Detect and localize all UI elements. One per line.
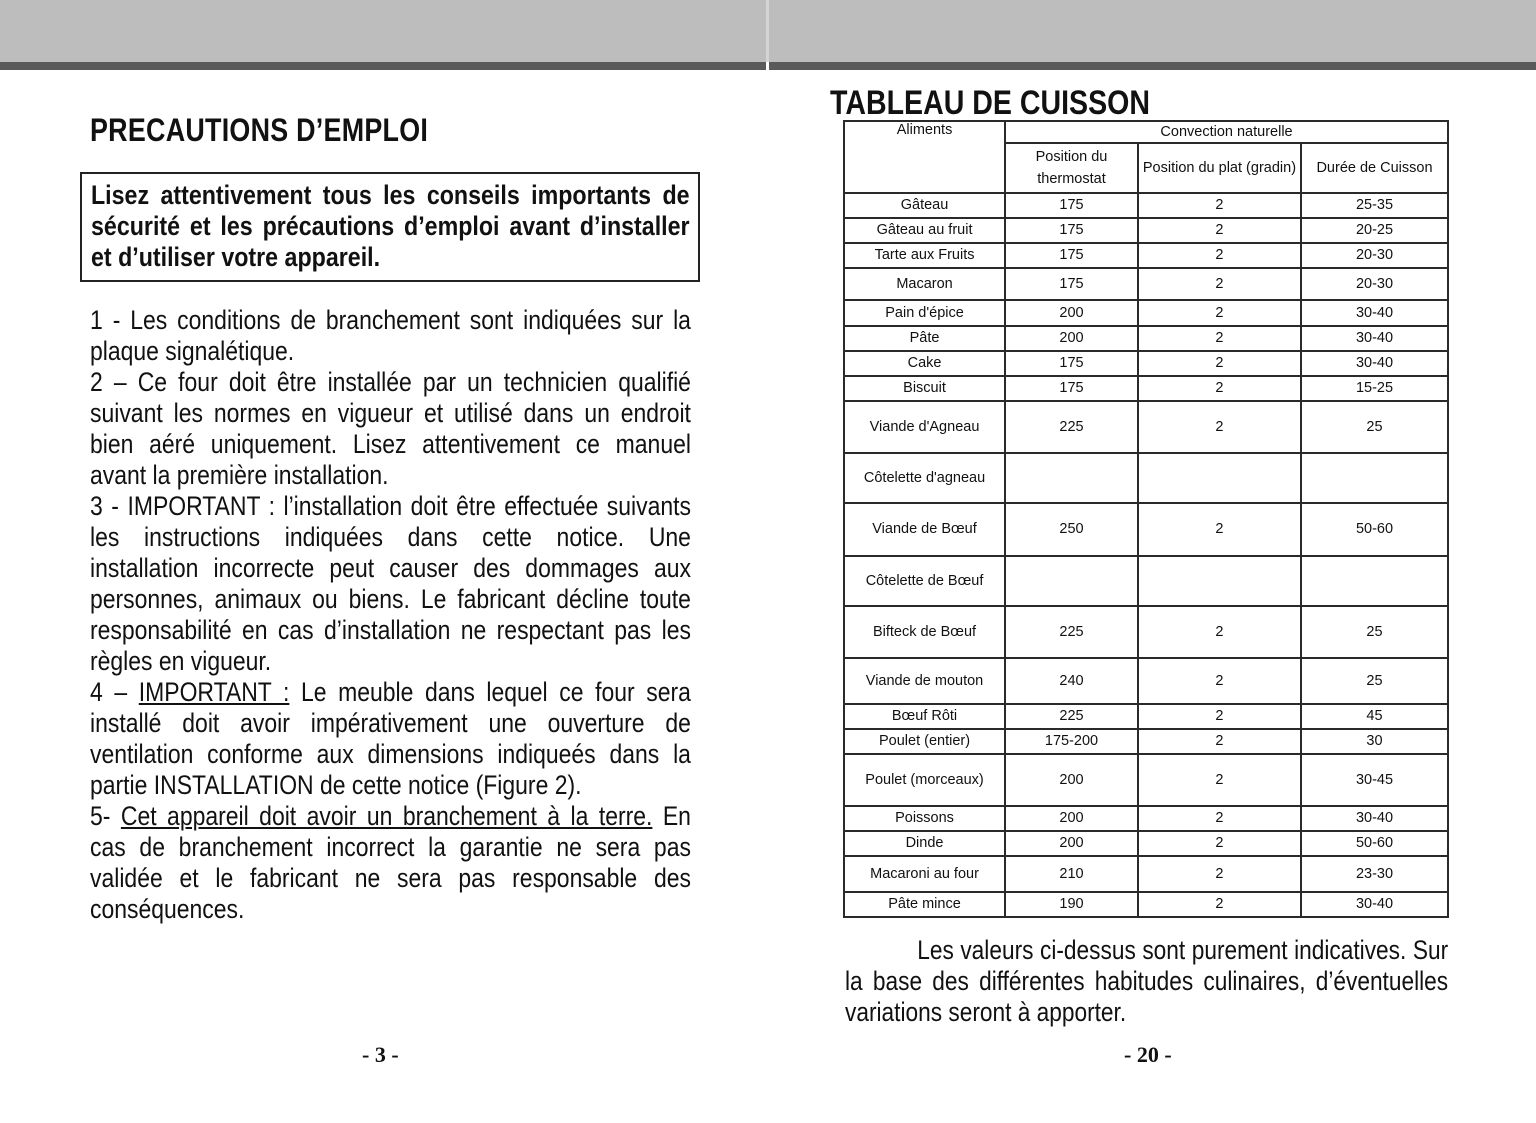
precaution-item-4-text: Le meuble dans lequel ce four sera installé doit avoir impérativement une ouverture de ventilation conforme aux dimensions indiqueés dans la partie INSTALLATION de cette notice (Figure 2). [90,677,691,800]
cell-rack-position: 2 [1138,892,1301,917]
precautions-list [90,305,691,925]
cell-thermostat: 175-200 [1005,729,1138,754]
cell-rack-position: 2 [1138,704,1301,729]
cell-food: Viande d'Agneau [844,401,1005,453]
cell-food: Poulet (entier) [844,729,1005,754]
cell-rack-position: 2 [1138,831,1301,856]
cell-rack-position: 2 [1138,606,1301,658]
cell-food: Pâte [844,326,1005,351]
table-row [844,193,1448,218]
cell-rack-position: 2 [1138,300,1301,326]
cell-thermostat: 225 [1005,704,1138,729]
table-row [844,351,1448,376]
table-row [844,806,1448,831]
cell-cooking-time: 45 [1301,704,1448,729]
table-note-text: Les valeurs ci-dessus sont purement indicatives. Sur la base des différentes habitudes culinaires, d’éventuelles variations seront à apporter. [845,935,1449,1027]
cell-thermostat: 200 [1005,754,1138,806]
cell-food: Poissons [844,806,1005,831]
cooking-table [843,120,1449,918]
cell-rack-position: 2 [1138,754,1301,806]
cell-food: Cake [844,351,1005,376]
table-row [844,556,1448,606]
cell-thermostat: 250 [1005,503,1138,556]
header-rule-left [0,62,766,70]
cell-thermostat: 190 [1005,892,1138,917]
cell-food: Biscuit [844,376,1005,401]
cell-rack-position [1138,556,1301,606]
table-row [844,754,1448,806]
cell-food: Gâteau [844,193,1005,218]
cell-thermostat: 200 [1005,806,1138,831]
cell-thermostat: 175 [1005,268,1138,300]
cell-food: Pâte mince [844,892,1005,917]
table-row [844,243,1448,268]
cell-cooking-time: 25 [1301,658,1448,704]
cell-cooking-time: 30-40 [1301,351,1448,376]
table-row [844,453,1448,503]
table-row [844,401,1448,453]
table-note [845,935,1448,1028]
cell-food: Pain d'épice [844,300,1005,326]
cell-food: Côtelette d'agneau [844,453,1005,503]
cell-cooking-time: 25 [1301,401,1448,453]
cell-food: Bœuf Rôti [844,704,1005,729]
cell-thermostat: 225 [1005,606,1138,658]
cell-cooking-time [1301,556,1448,606]
cell-thermostat [1005,556,1138,606]
table-row [844,729,1448,754]
cell-thermostat: 175 [1005,351,1138,376]
cell-cooking-time: 50-60 [1301,831,1448,856]
table-row [844,300,1448,326]
safety-warning-box [80,172,700,282]
table-row [844,268,1448,300]
table-row [844,856,1448,892]
cell-thermostat: 175 [1005,193,1138,218]
cell-rack-position: 2 [1138,729,1301,754]
table-row [844,376,1448,401]
table-row [844,326,1448,351]
left-page-title: PRECAUTIONS D’EMPLOI [90,112,429,148]
cell-food: Bifteck de Bœuf [844,606,1005,658]
cell-rack-position: 2 [1138,856,1301,892]
cooking-table-container [843,120,1449,918]
cell-rack-position: 2 [1138,401,1301,453]
table-row [844,503,1448,556]
table-row [844,658,1448,704]
cell-rack-position: 2 [1138,503,1301,556]
cell-food: Côtelette de Bœuf [844,556,1005,606]
cell-rack-position: 2 [1138,376,1301,401]
precaution-item-4-important: IMPORTANT : [138,677,290,707]
header-thermostat: Position du thermostat [1005,143,1138,193]
precaution-item-2: 2 – Ce four doit être installée par un technicien qualifié suivant les normes en vigueur et utilisé dans un endroit bien aéré uniquement. Lisez attentivement ce manuel avant la première installation. [90,367,691,490]
cell-food: Macaron [844,268,1005,300]
precaution-item-5-number: 5- [90,801,121,831]
cell-cooking-time: 30-45 [1301,754,1448,806]
cell-rack-position: 2 [1138,326,1301,351]
cell-food: Macaroni au four [844,856,1005,892]
cell-rack-position: 2 [1138,243,1301,268]
table-header-row [844,121,1448,143]
cell-rack-position: 2 [1138,658,1301,704]
header-natural-convection: Convection naturelle [1005,121,1448,143]
cell-thermostat: 200 [1005,326,1138,351]
cell-food: Poulet (morceaux) [844,754,1005,806]
precaution-item-3: 3 - IMPORTANT : l’installation doit être effectuée suivants les instructions indiquées dans cette notice. Une installation incorrecte peut causer des dommages aux personnes, animaux ou biens. Le fabricant décline toute responsabilité en cas d’installation ne respectant pas les règles en vigueur. [90,491,691,676]
table-row [844,831,1448,856]
table-row [844,606,1448,658]
cell-rack-position: 2 [1138,218,1301,243]
cell-food: Dinde [844,831,1005,856]
cell-cooking-time: 30-40 [1301,892,1448,917]
cell-rack-position: 2 [1138,351,1301,376]
cell-food: Gâteau au fruit [844,218,1005,243]
header-cooking-time: Durée de Cuisson [1301,143,1448,193]
cell-cooking-time: 30-40 [1301,806,1448,831]
cell-cooking-time: 20-25 [1301,218,1448,243]
cell-cooking-time: 50-60 [1301,503,1448,556]
safety-warning-text: Lisez attentivement tous les conseils importants de sécurité et les précautions d’emploi avant d’installer et d’utiliser votre appareil. [91,180,690,272]
left-page-number: - 3 - [362,1042,399,1067]
right-page-number: - 20 - [1124,1042,1172,1067]
cell-cooking-time: 30-40 [1301,326,1448,351]
cell-thermostat: 210 [1005,856,1138,892]
precaution-item-5 [90,801,691,925]
cell-cooking-time: 30-40 [1301,300,1448,326]
precaution-item-4-number: 4 – [90,677,139,707]
precaution-item-5-earthing: Cet appareil doit avoir un branchement à la terre. [120,801,653,831]
header-band-right [769,0,1536,62]
precaution-item-5-text: En cas de branchement incorrect la garantie ne sera pas validée et le fabricant ne sera pas responsable des conséquences. [90,801,691,924]
cell-cooking-time: 20-30 [1301,268,1448,300]
right-page-title: TABLEAU DE CUISSON [830,84,1151,122]
cell-thermostat: 175 [1005,218,1138,243]
cell-food: Tarte aux Fruits [844,243,1005,268]
cell-thermostat: 225 [1005,401,1138,453]
header-rack-position: Position du plat (gradin) [1138,143,1301,193]
precaution-item-1: 1 - Les conditions de branchement sont indiquées sur la plaque signalétique. [90,305,691,366]
cell-thermostat: 240 [1005,658,1138,704]
cell-cooking-time: 15-25 [1301,376,1448,401]
cell-thermostat: 175 [1005,376,1138,401]
cell-thermostat: 200 [1005,831,1138,856]
cell-thermostat: 200 [1005,300,1138,326]
table-row [844,704,1448,729]
cell-rack-position [1138,453,1301,503]
cell-cooking-time: 25 [1301,606,1448,658]
header-rule-right [769,62,1536,70]
header-food: Aliments [844,121,1005,193]
cell-food: Viande de mouton [844,658,1005,704]
cell-cooking-time [1301,453,1448,503]
cooking-table-body [844,193,1448,917]
cell-cooking-time: 23-30 [1301,856,1448,892]
cell-cooking-time: 30 [1301,729,1448,754]
cell-cooking-time: 25-35 [1301,193,1448,218]
cell-rack-position: 2 [1138,193,1301,218]
header-band-left [0,0,766,62]
table-row [844,892,1448,917]
cell-rack-position: 2 [1138,268,1301,300]
cell-thermostat: 175 [1005,243,1138,268]
cell-cooking-time: 20-30 [1301,243,1448,268]
precaution-item-4 [90,677,691,801]
table-row [844,218,1448,243]
cell-rack-position: 2 [1138,806,1301,831]
cell-food: Viande de Bœuf [844,503,1005,556]
cell-thermostat [1005,453,1138,503]
